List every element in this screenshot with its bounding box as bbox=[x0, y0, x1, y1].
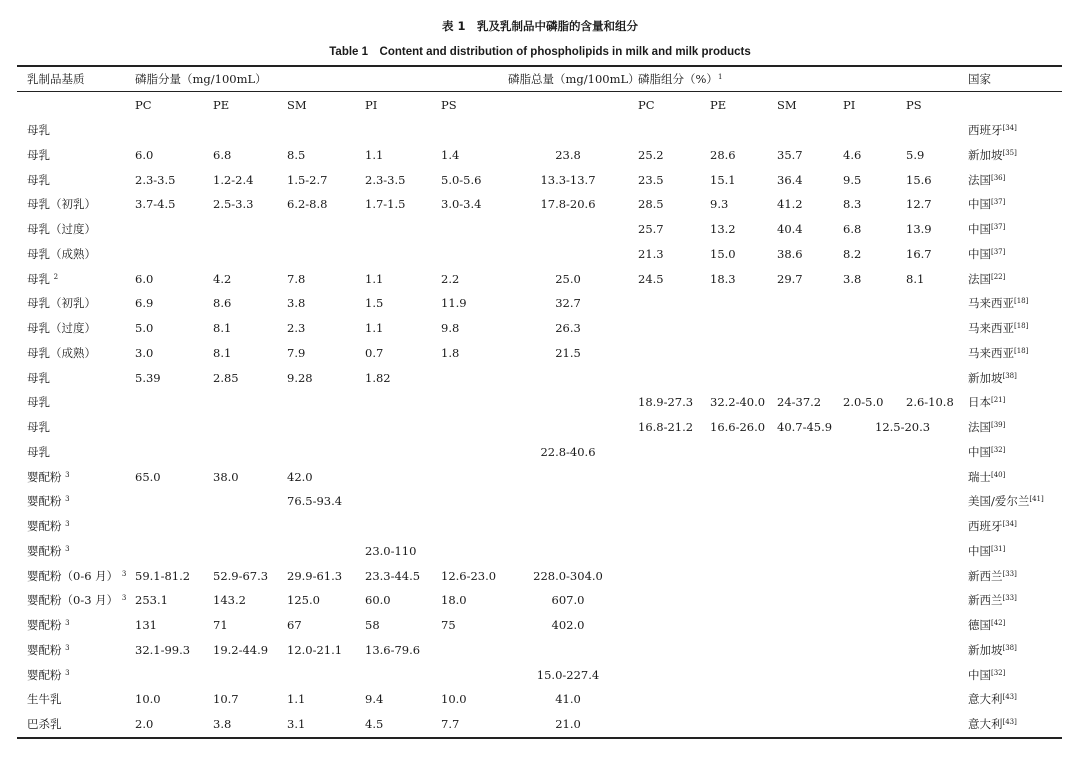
cell-pi: 60.0 bbox=[365, 593, 391, 607]
cell-pe: 71 bbox=[213, 618, 228, 632]
top-rule bbox=[17, 65, 1062, 67]
cell-pi: 1.1 bbox=[365, 272, 384, 286]
reference-citation: [31] bbox=[991, 545, 1006, 553]
cell-ps: 1.8 bbox=[441, 346, 460, 360]
cell-country bbox=[968, 470, 1005, 484]
subheader-sm-distribution: SM bbox=[777, 98, 797, 112]
reference-citation: [21] bbox=[991, 396, 1006, 404]
cell-pe: 143.2 bbox=[213, 593, 246, 607]
country-name: 德国 bbox=[968, 618, 991, 632]
product-name: 婴配粉 bbox=[27, 544, 62, 558]
cell-ps: 7.7 bbox=[441, 717, 460, 731]
cell-dsm: 40.4 bbox=[777, 222, 803, 236]
cell-pc: 3.0 bbox=[135, 346, 154, 360]
reference-citation: [43] bbox=[1002, 718, 1017, 726]
cell-pc: 2.0 bbox=[135, 717, 154, 731]
cell-country bbox=[968, 593, 1017, 607]
country-name: 新西兰 bbox=[968, 569, 1003, 583]
header-distribution-note: 1 bbox=[717, 73, 723, 81]
product-name: 母乳（成熟） bbox=[27, 247, 96, 261]
product-footnote: 3 bbox=[121, 594, 127, 602]
country-name: 中国 bbox=[968, 668, 991, 682]
cell-dpc: 18.9-27.3 bbox=[638, 395, 694, 409]
cell-product bbox=[27, 296, 96, 310]
table-title-en: Table 1 Content and distribution of phospholipids in milk and milk products bbox=[329, 46, 751, 58]
cell-pc: 131 bbox=[135, 618, 157, 632]
country-name: 中国 bbox=[968, 197, 991, 211]
cell-dpc: 25.7 bbox=[638, 222, 664, 236]
cell-product bbox=[27, 346, 96, 360]
cell-country bbox=[968, 296, 1028, 310]
header-content: 磷脂分量（mg/100mL） bbox=[135, 72, 267, 86]
product-name: 母乳（过度） bbox=[27, 321, 96, 335]
reference-citation: [38] bbox=[1002, 372, 1017, 380]
cell-dpi: 8.2 bbox=[843, 247, 862, 261]
cell-product bbox=[27, 593, 126, 607]
cell-product bbox=[27, 494, 70, 508]
reference-citation: [34] bbox=[1002, 124, 1017, 132]
cell-pi: 4.5 bbox=[365, 717, 384, 731]
subheader-ps-content: PS bbox=[441, 98, 457, 112]
product-name: 母乳 bbox=[27, 420, 50, 434]
cell-ps: 10.0 bbox=[441, 692, 467, 706]
cell-dpe: 18.3 bbox=[710, 272, 736, 286]
cell-dps: 16.7 bbox=[906, 247, 932, 261]
country-name: 中国 bbox=[968, 445, 991, 459]
cell-pe: 8.1 bbox=[213, 346, 232, 360]
cell-product bbox=[27, 123, 50, 137]
cell-pc: 65.0 bbox=[135, 470, 161, 484]
bottom-rule bbox=[17, 737, 1062, 739]
reference-citation: [33] bbox=[1002, 570, 1017, 578]
header-country: 国家 bbox=[968, 72, 991, 86]
product-name: 母乳（成熟） bbox=[27, 346, 96, 360]
cell-sm: 9.28 bbox=[287, 371, 313, 385]
cell-dpe: 9.3 bbox=[710, 197, 729, 211]
cell-ps: 2.2 bbox=[441, 272, 460, 286]
reference-citation: [37] bbox=[991, 198, 1006, 206]
cell-ps: 5.0-5.6 bbox=[441, 173, 482, 187]
cell-ps: 3.0-3.4 bbox=[441, 197, 482, 211]
cell-country bbox=[968, 668, 1005, 682]
cell-pc: 253.1 bbox=[135, 593, 168, 607]
cell-sm: 6.2-8.8 bbox=[287, 197, 328, 211]
cell-country bbox=[968, 123, 1017, 137]
cell-total: 21.5 bbox=[555, 346, 581, 360]
country-name: 西班牙 bbox=[968, 123, 1003, 137]
product-name: 婴配粉 bbox=[27, 668, 62, 682]
product-name: 母乳 bbox=[27, 272, 50, 286]
cell-country bbox=[968, 692, 1017, 706]
product-name: 母乳 bbox=[27, 148, 50, 162]
reference-citation: [43] bbox=[1002, 693, 1017, 701]
cell-pc: 5.0 bbox=[135, 321, 154, 335]
cell-pe: 2.5-3.3 bbox=[213, 197, 254, 211]
cell-sm: 1.1 bbox=[287, 692, 306, 706]
cell-dpi: 3.8 bbox=[843, 272, 862, 286]
reference-citation: [36] bbox=[991, 174, 1006, 182]
cell-product bbox=[27, 272, 58, 286]
cell-pc: 10.0 bbox=[135, 692, 161, 706]
subheader-pc-content: PC bbox=[135, 98, 152, 112]
product-name: 母乳 bbox=[27, 445, 50, 459]
cell-dpi: 8.3 bbox=[843, 197, 862, 211]
product-footnote: 3 bbox=[65, 495, 70, 503]
cell-pi: 13.6-79.6 bbox=[365, 643, 421, 657]
product-name: 母乳（初乳） bbox=[27, 197, 96, 211]
cell-dsm: 38.6 bbox=[777, 247, 803, 261]
table-title-cn: 表 1 乳及乳制品中磷脂的含量和组分 bbox=[441, 19, 638, 33]
product-name: 生牛乳 bbox=[27, 692, 62, 706]
reference-citation: [34] bbox=[1002, 520, 1017, 528]
cell-country bbox=[968, 346, 1028, 360]
cell-pe: 38.0 bbox=[213, 470, 239, 484]
country-name: 马来西亚 bbox=[968, 296, 1014, 310]
reference-citation: [33] bbox=[1002, 594, 1017, 602]
cell-pc: 6.0 bbox=[135, 148, 154, 162]
cell-country bbox=[968, 395, 1005, 409]
product-name: 婴配粉（0-6 月） bbox=[27, 569, 119, 583]
cell-dps: 15.6 bbox=[906, 173, 932, 187]
cell-dpe: 15.0 bbox=[710, 247, 736, 261]
country-name: 马来西亚 bbox=[968, 321, 1014, 335]
country-name: 日本 bbox=[968, 395, 991, 409]
country-name: 新加坡 bbox=[968, 371, 1003, 385]
cell-product bbox=[27, 569, 126, 583]
product-footnote: 3 bbox=[65, 619, 70, 627]
cell-country bbox=[968, 222, 1005, 236]
subheader-ps-distribution: PS bbox=[906, 98, 922, 112]
cell-country bbox=[968, 569, 1017, 583]
cell-product bbox=[27, 395, 50, 409]
cell-dps: 8.1 bbox=[906, 272, 925, 286]
cell-dpc: 23.5 bbox=[638, 173, 664, 187]
cell-product bbox=[27, 222, 96, 236]
cell-ps: 18.0 bbox=[441, 593, 467, 607]
cell-country bbox=[968, 321, 1028, 335]
reference-citation: [18] bbox=[1014, 297, 1029, 305]
cell-pi: 1.1 bbox=[365, 148, 384, 162]
cell-pi: 1.1 bbox=[365, 321, 384, 335]
cell-pi: 2.3-3.5 bbox=[365, 173, 406, 187]
cell-pe: 3.8 bbox=[213, 717, 232, 731]
header-distribution-text: 磷脂组分（%） bbox=[638, 72, 718, 86]
product-name: 婴配粉 bbox=[27, 519, 62, 533]
cell-total: 21.0 bbox=[555, 717, 581, 731]
cell-product bbox=[27, 643, 70, 657]
cell-dsm: 24-37.2 bbox=[777, 395, 822, 409]
cell-total: 15.0-227.4 bbox=[536, 668, 600, 682]
cell-dpe: 32.2-40.0 bbox=[710, 395, 766, 409]
cell-dpe: 13.2 bbox=[710, 222, 736, 236]
reference-citation: [40] bbox=[991, 471, 1006, 479]
cell-pc: 2.3-3.5 bbox=[135, 173, 176, 187]
country-name: 马来西亚 bbox=[968, 346, 1014, 360]
cell-pi: 9.4 bbox=[365, 692, 384, 706]
cell-dpc: 24.5 bbox=[638, 272, 664, 286]
cell-country bbox=[968, 197, 1005, 211]
country-name: 新加坡 bbox=[968, 643, 1003, 657]
product-footnote: 3 bbox=[65, 520, 70, 528]
country-name: 法国 bbox=[968, 420, 991, 434]
cell-dpi-ps: 12.5-20.3 bbox=[875, 420, 931, 434]
cell-dpe: 15.1 bbox=[710, 173, 736, 187]
cell-total: 41.0 bbox=[555, 692, 581, 706]
cell-dpc: 28.5 bbox=[638, 197, 664, 211]
product-name: 婴配粉 bbox=[27, 643, 62, 657]
cell-pe: 8.1 bbox=[213, 321, 232, 335]
cell-product bbox=[27, 544, 70, 558]
cell-dps: 13.9 bbox=[906, 222, 932, 236]
country-name: 法国 bbox=[968, 173, 991, 187]
country-name: 美国/爱尔兰 bbox=[968, 494, 1030, 508]
country-name: 意大利 bbox=[968, 692, 1003, 706]
cell-country bbox=[968, 173, 1005, 187]
cell-pi: 0.7 bbox=[365, 346, 384, 360]
reference-citation: [35] bbox=[1002, 149, 1017, 157]
cell-dpe: 16.6-26.0 bbox=[710, 420, 766, 434]
cell-product bbox=[27, 618, 70, 632]
cell-pe: 6.8 bbox=[213, 148, 232, 162]
country-name: 中国 bbox=[968, 247, 991, 261]
subheader-pe-content: PE bbox=[213, 98, 230, 112]
cell-sm: 76.5-93.4 bbox=[287, 494, 343, 508]
cell-pi: 23.3-44.5 bbox=[365, 569, 421, 583]
subheader-sm-content: SM bbox=[287, 98, 307, 112]
cell-total: 13.3-13.7 bbox=[540, 173, 596, 187]
cell-product bbox=[27, 668, 70, 682]
cell-sm: 3.8 bbox=[287, 296, 306, 310]
product-name: 母乳 bbox=[27, 395, 50, 409]
cell-total: 26.3 bbox=[555, 321, 581, 335]
cell-product bbox=[27, 321, 96, 335]
reference-citation: [37] bbox=[991, 248, 1006, 256]
cell-country bbox=[968, 544, 1005, 558]
cell-dpi: 4.6 bbox=[843, 148, 862, 162]
cell-country bbox=[968, 519, 1017, 533]
product-footnote: 3 bbox=[65, 669, 70, 677]
cell-dpi: 6.8 bbox=[843, 222, 862, 236]
reference-citation: [38] bbox=[1002, 644, 1017, 652]
reference-citation: [22] bbox=[991, 273, 1006, 281]
product-name: 母乳 bbox=[27, 371, 50, 385]
cell-country bbox=[968, 420, 1005, 434]
cell-sm: 1.5-2.7 bbox=[287, 173, 328, 187]
cell-pe: 10.7 bbox=[213, 692, 239, 706]
country-name: 新西兰 bbox=[968, 593, 1003, 607]
reference-citation: [32] bbox=[991, 446, 1006, 454]
cell-pi: 1.7-1.5 bbox=[365, 197, 406, 211]
cell-product bbox=[27, 420, 50, 434]
subheader-pe-distribution: PE bbox=[710, 98, 727, 112]
cell-dpi: 9.5 bbox=[843, 173, 862, 187]
cell-sm: 2.3 bbox=[287, 321, 306, 335]
cell-country bbox=[968, 717, 1017, 731]
product-footnote: 3 bbox=[65, 644, 70, 652]
product-name: 婴配粉（0-3 月） bbox=[27, 593, 119, 607]
cell-product bbox=[27, 717, 62, 731]
cell-pi: 58 bbox=[365, 618, 380, 632]
cell-pe: 19.2-44.9 bbox=[213, 643, 269, 657]
cell-dps: 12.7 bbox=[906, 197, 932, 211]
cell-country bbox=[968, 371, 1017, 385]
header-distribution bbox=[638, 72, 722, 86]
reference-citation: [41] bbox=[1029, 495, 1044, 503]
cell-pc: 6.9 bbox=[135, 296, 154, 310]
cell-ps: 9.8 bbox=[441, 321, 460, 335]
cell-sm: 3.1 bbox=[287, 717, 306, 731]
cell-pc: 5.39 bbox=[135, 371, 161, 385]
product-name: 母乳 bbox=[27, 173, 50, 187]
cell-total: 402.0 bbox=[551, 618, 585, 632]
cell-country bbox=[968, 272, 1005, 286]
subheader-pi-distribution: PI bbox=[843, 98, 856, 112]
cell-dsm: 40.7-45.9 bbox=[777, 420, 833, 434]
cell-product bbox=[27, 371, 50, 385]
product-footnote: 3 bbox=[65, 471, 70, 479]
cell-pi: 1.82 bbox=[365, 371, 391, 385]
cell-dpi: 2.0-5.0 bbox=[843, 395, 884, 409]
cell-total: 607.0 bbox=[551, 593, 585, 607]
country-name: 西班牙 bbox=[968, 519, 1003, 533]
product-name: 巴杀乳 bbox=[27, 717, 62, 731]
cell-sm: 67 bbox=[287, 618, 302, 632]
cell-pc: 6.0 bbox=[135, 272, 154, 286]
cell-ps: 1.4 bbox=[441, 148, 460, 162]
cell-dsm: 36.4 bbox=[777, 173, 803, 187]
cell-sm: 42.0 bbox=[287, 470, 313, 484]
cell-pi: 23.0-110 bbox=[365, 544, 417, 558]
cell-total: 25.0 bbox=[555, 272, 581, 286]
header-product: 乳制品基质 bbox=[27, 72, 85, 86]
cell-pe: 8.6 bbox=[213, 296, 232, 310]
cell-sm: 8.5 bbox=[287, 148, 306, 162]
product-name: 婴配粉 bbox=[27, 494, 62, 508]
cell-dsm: 41.2 bbox=[777, 197, 803, 211]
cell-pe: 52.9-67.3 bbox=[213, 569, 269, 583]
cell-ps: 12.6-23.0 bbox=[441, 569, 497, 583]
cell-dpe: 28.6 bbox=[710, 148, 736, 162]
cell-product bbox=[27, 247, 96, 261]
cell-pe: 1.2-2.4 bbox=[213, 173, 254, 187]
product-name: 母乳（过度） bbox=[27, 222, 96, 236]
product-name: 婴配粉 bbox=[27, 618, 62, 632]
country-name: 意大利 bbox=[968, 717, 1003, 731]
reference-citation: [42] bbox=[991, 619, 1006, 627]
cell-product bbox=[27, 197, 96, 211]
cell-product bbox=[27, 519, 70, 533]
cell-country bbox=[968, 247, 1005, 261]
cell-sm: 12.0-21.1 bbox=[287, 643, 343, 657]
cell-dsm: 29.7 bbox=[777, 272, 803, 286]
cell-ps: 75 bbox=[441, 618, 456, 632]
country-name: 法国 bbox=[968, 272, 991, 286]
cell-sm: 7.9 bbox=[287, 346, 306, 360]
cell-sm: 125.0 bbox=[287, 593, 320, 607]
country-name: 中国 bbox=[968, 544, 991, 558]
cell-pi: 1.5 bbox=[365, 296, 384, 310]
cell-total: 22.8-40.6 bbox=[540, 445, 596, 459]
product-footnote: 3 bbox=[121, 570, 127, 578]
cell-product bbox=[27, 173, 50, 187]
cell-dps: 5.9 bbox=[906, 148, 925, 162]
header-rule bbox=[17, 91, 1062, 92]
country-name: 中国 bbox=[968, 222, 991, 236]
cell-pe: 2.85 bbox=[213, 371, 239, 385]
cell-product bbox=[27, 445, 50, 459]
cell-dpc: 16.8-21.2 bbox=[638, 420, 694, 434]
cell-dpc: 21.3 bbox=[638, 247, 664, 261]
cell-pc: 59.1-81.2 bbox=[135, 569, 191, 583]
cell-total: 228.0-304.0 bbox=[533, 569, 603, 583]
reference-citation: [37] bbox=[991, 223, 1006, 231]
cell-dsm: 35.7 bbox=[777, 148, 803, 162]
subheader-pc-distribution: PC bbox=[638, 98, 655, 112]
reference-citation: [18] bbox=[1014, 347, 1029, 355]
cell-ps: 11.9 bbox=[441, 296, 467, 310]
cell-total: 23.8 bbox=[555, 148, 581, 162]
cell-pc: 3.7-4.5 bbox=[135, 197, 176, 211]
cell-product bbox=[27, 692, 62, 706]
cell-product bbox=[27, 148, 50, 162]
header-total: 磷脂总量（mg/100mL） bbox=[508, 72, 640, 86]
cell-pc: 32.1-99.3 bbox=[135, 643, 191, 657]
cell-total: 17.8-20.6 bbox=[540, 197, 596, 211]
cell-total: 32.7 bbox=[555, 296, 581, 310]
country-name: 瑞士 bbox=[968, 470, 991, 484]
cell-dps: 2.6-10.8 bbox=[906, 395, 954, 409]
cell-dpc: 25.2 bbox=[638, 148, 664, 162]
product-name: 母乳 bbox=[27, 123, 50, 137]
cell-sm: 29.9-61.3 bbox=[287, 569, 343, 583]
country-name: 新加坡 bbox=[968, 148, 1003, 162]
cell-country bbox=[968, 445, 1005, 459]
product-name: 母乳（初乳） bbox=[27, 296, 96, 310]
product-name: 婴配粉 bbox=[27, 470, 62, 484]
reference-citation: [32] bbox=[991, 669, 1006, 677]
cell-country bbox=[968, 618, 1005, 632]
cell-country bbox=[968, 148, 1017, 162]
cell-country bbox=[968, 494, 1044, 508]
product-footnote: 3 bbox=[65, 545, 70, 553]
cell-country bbox=[968, 643, 1017, 657]
cell-pe: 4.2 bbox=[213, 272, 232, 286]
cell-product bbox=[27, 470, 70, 484]
subheader-pi-content: PI bbox=[365, 98, 378, 112]
cell-sm: 7.8 bbox=[287, 272, 306, 286]
product-footnote: 2 bbox=[53, 273, 59, 281]
reference-citation: [18] bbox=[1014, 322, 1029, 330]
reference-citation: [39] bbox=[991, 421, 1006, 429]
